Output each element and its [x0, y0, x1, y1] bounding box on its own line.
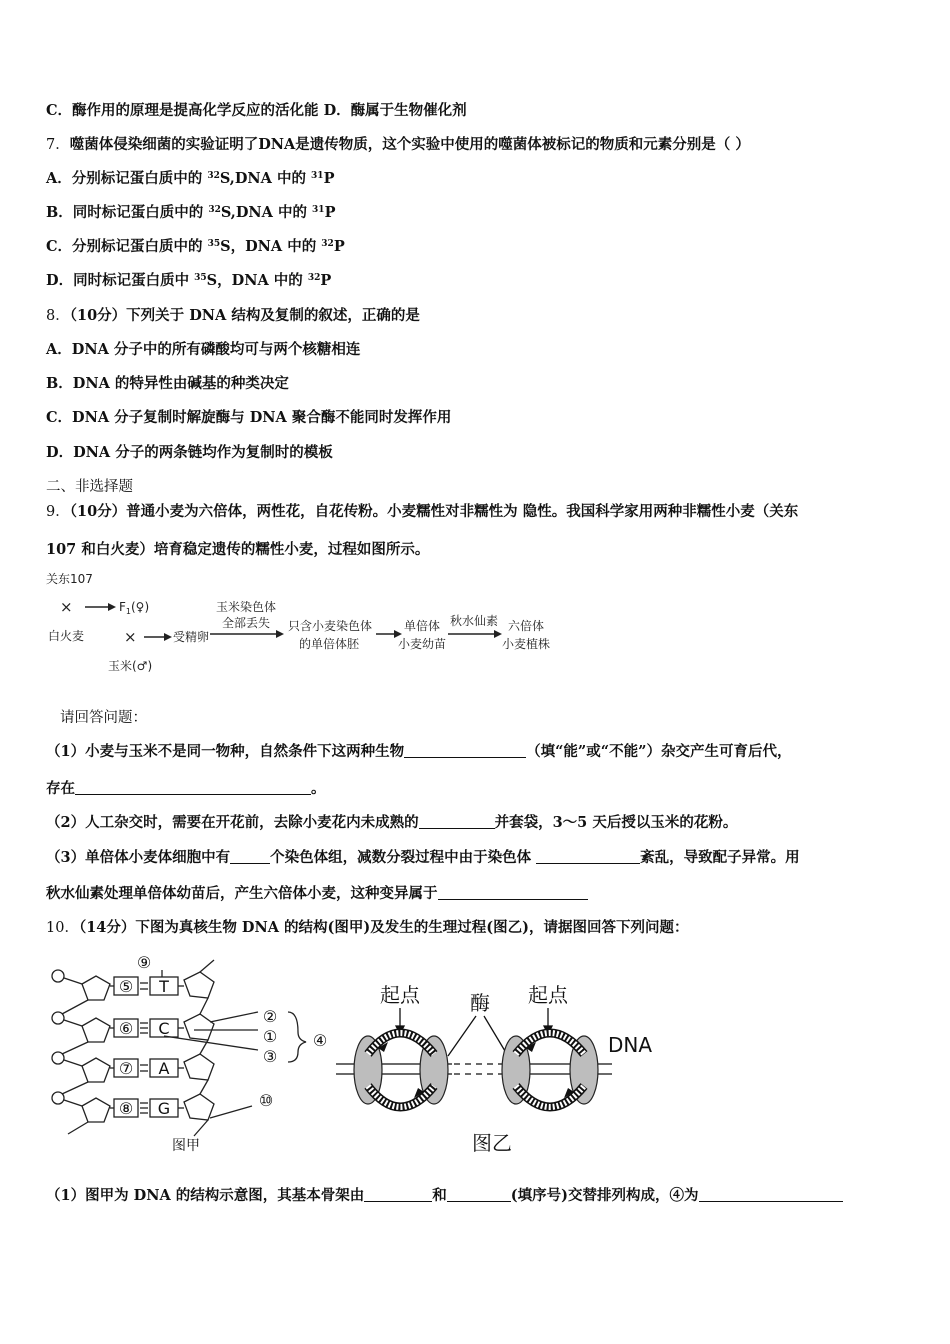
bond-line [64, 1020, 82, 1026]
option-text: S,DNA 中的 [219, 170, 312, 187]
isotope-mass: 35 [194, 273, 207, 283]
deoxyribose-pentagon [82, 976, 110, 1000]
label-3: ③ [262, 1047, 278, 1066]
f1-label: $F_1(♀)$ [119, 600, 150, 616]
base-number: ⑧ [118, 1099, 134, 1118]
q9-sub1-cont [46, 779, 326, 799]
bond-line [64, 1060, 82, 1066]
bond-line [200, 960, 214, 972]
arrow-head [108, 603, 116, 611]
base-letter: A [158, 1059, 170, 1078]
base-letter: T [159, 977, 169, 996]
question-text: 和 [432, 1187, 447, 1204]
isotope-mass: 32 [207, 171, 220, 181]
question-text: （填“能”或“不能”）杂交产生可育后代， [526, 743, 792, 760]
replication-bubble-1 [354, 1033, 448, 1107]
question-text: (填序号)交替排列构成，④为 [510, 1187, 699, 1204]
q6-option-cd: C．酶作用的原理是提高化学反应的活化能 D．酶属于生物催化剂 [46, 102, 467, 119]
q7-option-d [46, 271, 331, 291]
q7-option-a [46, 169, 334, 189]
leader-line [164, 1036, 258, 1050]
q8-number: 8． [46, 308, 70, 324]
q9-stem-line1 [46, 502, 798, 522]
enzyme-pointer [448, 1016, 476, 1056]
figure-b-caption: 图乙 [472, 1131, 512, 1155]
section-heading: 二、非选择题 [46, 479, 133, 495]
dna-replication-figure [332, 976, 672, 1161]
option-text: S，DNA 中的 [206, 272, 308, 289]
deoxyribose-pentagon [184, 1054, 214, 1080]
q8-option-b: B．DNA 的特异性由碱基的种类决定 [46, 375, 289, 392]
question-text: （1）图甲为 DNA 的结构示意图，其基本骨架由 [46, 1187, 365, 1204]
question-text: （1）小麦与玉米不是同一物种，自然条件下这两种生物 [46, 743, 405, 760]
figure-a-caption: 图甲 [172, 1138, 200, 1154]
option-text: C．分别标记蛋白质中的 [46, 238, 208, 255]
option-text: P [320, 272, 332, 289]
question-text: 存在 [46, 780, 75, 797]
answer-blank[interactable] [364, 1187, 432, 1202]
bond-line [200, 1080, 208, 1094]
question-text: 紊乱，导致配子异常。用 [640, 849, 800, 866]
deoxyribose-pentagon [184, 1094, 214, 1120]
base-number: ⑦ [118, 1059, 134, 1078]
q7-option-b [46, 203, 335, 223]
bond-line [64, 1100, 82, 1106]
question-text: （2）人工杂交时，需要在开花前，去除小麦花内未成熟的 [46, 814, 419, 831]
isotope-mass: 32 [208, 205, 221, 215]
bond-line [62, 1000, 88, 1014]
q10-stem [46, 918, 689, 938]
step1-label-a: 玉米染色体 [216, 600, 277, 614]
q9-prompt: 请回答问题： [60, 710, 147, 726]
isotope-mass: 31 [311, 171, 324, 181]
seedling-label-a: 单倍体 [404, 619, 441, 633]
phosphate-circle [52, 970, 64, 982]
bond-line [62, 1082, 88, 1094]
leader-line [210, 1106, 252, 1118]
q7-option-c [46, 237, 345, 257]
q9-sub1 [46, 742, 791, 762]
seedling-label-b: 小麦幼苗 [398, 637, 447, 651]
option-text: S，DNA 中的 [220, 238, 322, 255]
base-letter: C [158, 1019, 170, 1038]
answer-blank[interactable] [699, 1187, 843, 1202]
isotope-mass: 35 [207, 239, 221, 249]
bond-line [200, 998, 208, 1014]
question-text: 并套袋，3～5 天后授以玉米的花粉。 [494, 814, 738, 831]
origin-label-1: 起点 [380, 983, 420, 1007]
q10-sub1 [46, 1186, 843, 1206]
q9-text: （10分）普通小麦为六倍体，两性花，自花传粉。小麦糯性对非糯性为 隐性。我国科学家用两种非糯性小麦（关东 [69, 503, 799, 520]
question-text: 秋水仙素处理单倍体幼苗后，产生六倍体小麦，这种变异属于 [46, 885, 438, 902]
label-10: ⑩ [258, 1091, 274, 1110]
parent-baihuo: 白火麦 [48, 629, 85, 643]
option-text: P [324, 204, 336, 221]
q9-sub3-cont [46, 884, 588, 904]
answer-blank[interactable] [419, 814, 495, 829]
answer-blank[interactable] [536, 849, 640, 864]
dna-structure-figure [44, 950, 334, 1162]
q8-option-d: D．DNA 分子的两条链均作为复制时的模板 [46, 444, 333, 461]
q7-stem [46, 135, 750, 155]
label-9: ⑨ [136, 953, 152, 972]
origin-label-2: 起点 [528, 983, 568, 1007]
bond-line [194, 1120, 208, 1136]
enzyme-label: 酶 [470, 991, 490, 1015]
label-1: ① [262, 1027, 278, 1046]
q9-sub3 [46, 848, 800, 868]
embryo-label-a: 只含小麦染色体 [288, 619, 373, 633]
q10-text: （14分）下图为真核生物 DNA 的结构(图甲)及发生的生理过程(图乙)，请据图回答下列问题： [78, 919, 689, 936]
answer-blank[interactable] [438, 885, 588, 900]
leader-line [210, 1012, 258, 1022]
arrow-head [494, 630, 502, 638]
q10-number: 10． [46, 920, 79, 936]
isotope-mass: 32 [307, 273, 321, 283]
cross-symbol: × [60, 598, 73, 616]
deoxyribose-pentagon [184, 1014, 214, 1040]
base-letter: G [157, 1099, 171, 1118]
question-text: 。 [311, 780, 326, 797]
q8-option-c: C．DNA 分子复制时解旋酶与 DNA 聚合酶不能同时发挥作用 [46, 409, 452, 426]
parent-guandong: 关东107 [46, 572, 93, 586]
option-text: P [323, 170, 335, 187]
q8-text: （10分）下列关于 DNA 结构及复制的叙述，正确的是 [69, 307, 420, 324]
answer-blank[interactable] [447, 1187, 511, 1202]
option-text: P [333, 238, 345, 255]
q7-text: 噬菌体侵染细菌的实验证明了DNA是遗传物质，这个实验中使用的噬菌体被标记的物质和元素分别是（ ） [69, 136, 750, 153]
bracket [288, 1012, 306, 1062]
answer-blank[interactable] [230, 849, 270, 864]
zygote-label: 受精卵 [173, 630, 210, 644]
option-text: S,DNA 中的 [220, 204, 313, 221]
label-2: ② [262, 1007, 278, 1026]
deoxyribose-pentagon [82, 1098, 110, 1122]
isotope-mass: 31 [312, 205, 325, 215]
bond-line [68, 1122, 88, 1134]
q9-sub2 [46, 813, 737, 833]
replication-bubble-2 [502, 1033, 598, 1107]
bond-line [62, 1042, 88, 1054]
option-text: A．分别标记蛋白质中的 [46, 170, 208, 187]
corn-parent: 玉米(♂) [108, 659, 153, 673]
breeding-flow-diagram [40, 566, 560, 678]
option-text: B．同时标记蛋白质中的 [46, 204, 209, 221]
colchicine-label: 秋水仙素 [450, 614, 499, 628]
q8-stem [46, 306, 420, 326]
step1-label-b: 全部丢失 [222, 616, 271, 630]
option-text: D．同时标记蛋白质中 [46, 272, 195, 289]
bond-line [64, 978, 82, 984]
plant-label-a: 六倍体 [508, 619, 545, 633]
question-text: （3）单倍体小麦体细胞中有 [46, 849, 231, 866]
embryo-label-b: 的单倍体胚 [299, 637, 360, 651]
answer-blank[interactable] [404, 743, 526, 758]
cross-symbol-2: × [124, 628, 137, 646]
dna-label: DNA [607, 1033, 653, 1057]
answer-blank[interactable] [75, 780, 311, 795]
q8-option-a: A．DNA 分子中的所有磷酸均可与两个核糖相连 [46, 341, 361, 358]
q7-number: 7． [46, 137, 70, 153]
isotope-mass: 32 [321, 239, 334, 249]
deoxyribose-pentagon [184, 972, 214, 998]
base-number: ⑤ [118, 977, 134, 996]
deoxyribose-pentagon [82, 1058, 110, 1082]
arrow-head [164, 633, 172, 641]
question-text: 个染色体组，减数分裂过程中由于染色体 [270, 849, 537, 866]
q9-number: 9． [46, 504, 70, 520]
label-4: ④ [312, 1031, 328, 1050]
arrow-head [276, 630, 284, 638]
deoxyribose-pentagon [82, 1018, 110, 1042]
plant-label-b: 小麦植株 [502, 637, 551, 651]
q9-stem-line2: 107 和白火麦）培育稳定遗传的糯性小麦，过程如图所示。 [46, 541, 430, 558]
base-number: ⑥ [118, 1019, 134, 1038]
